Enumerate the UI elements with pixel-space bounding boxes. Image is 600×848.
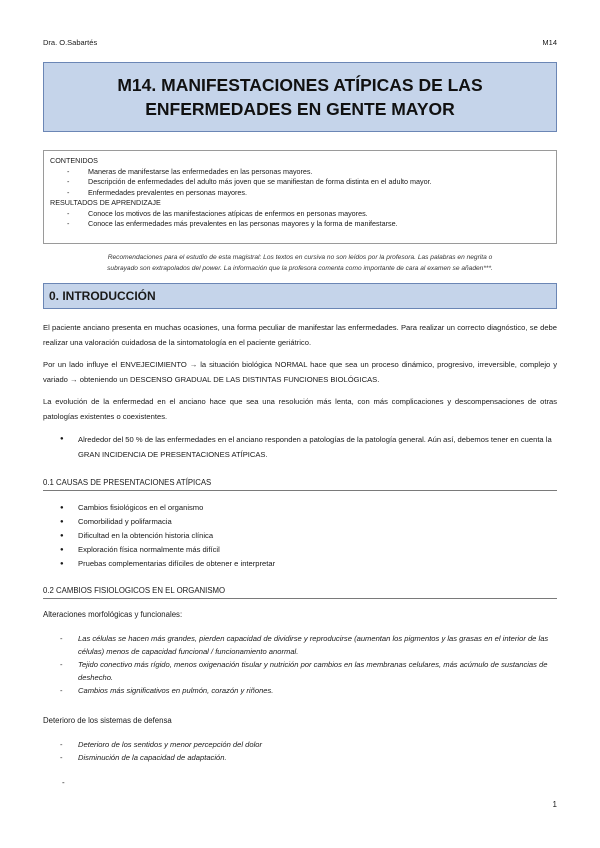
title-line-1: M14. MANIFESTACIONES ATÍPICAS DE LAS — [117, 75, 483, 95]
list-item: - Conoce las enfermedades más prevalentes en las personas mayores y la forma de manifestarse. — [50, 219, 550, 230]
list-item: ● Dificultad en la obtención historia clínica — [60, 529, 557, 543]
list-item: - Conoce los motivos de las manifestaciones atípicas de enfermos en personas mayores. — [50, 209, 550, 220]
trailing-dash: - — [62, 778, 65, 787]
list-item: - Disminución de la capacidad de adaptación. — [60, 751, 557, 764]
recommendations-note — [50, 252, 550, 274]
list-item: - Deterioro de los sentidos y menor percepción del dolor — [60, 738, 557, 751]
results-list — [50, 209, 550, 230]
intro-paragraph-2: Por un lado influye el ENVEJECIMIENTO → la situación biológica NORMAL hace que sea un proceso dinámico, progresivo, irreversible, complejo y variado → obteniendo un DESCENSO GRADUAL DE LAS DISTINTAS FUNCIONES BIOLÓGICAS. — [43, 360, 557, 384]
title-line-2: ENFERMEDADES EN GENTE MAYOR — [145, 99, 455, 119]
list-item: - Las células se hacen más grandes, pierden capacidad de dividirse y reproducirse (aumentan los pigmentos y las grasas en el interior de las células) menos de capacidad funcional / funcionamiento anormal. — [60, 632, 557, 658]
module-code: M14 — [542, 38, 557, 47]
deterioro-list — [60, 738, 557, 764]
list-item: - Descripción de enfermedades del adulto más joven que se manifiestan de forma distinta en el adulto mayor. — [50, 177, 550, 188]
author: Dra. O.Sabartés — [43, 38, 98, 47]
list-item: ● Exploración física normalmente más difícil — [60, 543, 557, 557]
subheading-alteraciones: Alteraciones morfológicas y funcionales: — [43, 610, 183, 619]
intro-paragraph-3: La evolución de la enfermedad en el anciano hace que sea una resolución más lenta, con más complicaciones y descompensaciones de otras patologías existentes o coexistentes. — [43, 397, 557, 421]
section-heading-cambios: 0.2 CAMBIOS FISIOLOGICOS EN EL ORGANISMO — [43, 586, 557, 599]
list-item: ● Cambios fisiológicos en el organismo — [60, 501, 557, 515]
section-heading-causas: 0.1 CAUSAS DE PRESENTACIONES ATÍPICAS — [43, 478, 557, 491]
list-item: ● Alrededor del 50 % de las enfermedades en el anciano responden a patologías de la patología general. Aún así, debemos tener en cuenta la GRAN INCIDENCIA DE PRESENTACIONES ATÍPICAS. — [60, 432, 557, 462]
list-item: - Enfermedades prevalentes en personas mayores. — [50, 188, 550, 199]
section-heading-introduccion: 0. INTRODUCCIÓN — [43, 283, 557, 309]
title-box — [43, 62, 557, 132]
intro-paragraph-1: El paciente anciano presenta en muchas ocasiones, una forma peculiar de manifestar las enfermedades. Para realizar un correcto diagnóstico, se debe realizar una valoración cuidadosa de la sintomatología en el paciente geriátrico. — [43, 323, 557, 347]
list-item: ● Pruebas complementarias difíciles de obtener e interpretar — [60, 557, 557, 571]
recommendations-line-1: Recomendaciones para el estudio de esta magistral: Los textos en cursiva no son leídos por la profesora. Las palabras en negrita o — [107, 254, 493, 261]
subheading-deterioro: Deterioro de los sistemas de defensa — [43, 716, 172, 725]
list-item: - Cambios más significativos en pulmón, corazón y riñones. — [60, 684, 557, 697]
recommendations-line-2: subrayado son extrapolados del power. La información que la profesora comenta como importante de cara al examen se añaden***. — [107, 265, 493, 272]
page-number: 1 — [552, 800, 557, 809]
causes-list — [60, 501, 557, 571]
list-item: ● Comorbilidad y polifarmacia — [60, 515, 557, 529]
contents-heading: CONTENIDOS — [50, 156, 98, 165]
intro-bullet — [60, 432, 557, 462]
page-header — [43, 38, 557, 47]
list-item: - Tejido conectivo más rígido, menos oxigenación tisular y nutrición por cambios en las membranas celulares, más acúmulo de sustancias de deshecho. — [60, 658, 557, 684]
alteraciones-list — [60, 632, 557, 697]
contents-list — [50, 167, 550, 199]
contents-box — [43, 150, 557, 244]
results-heading: RESULTADOS DE APRENDIZAJE — [50, 198, 161, 207]
list-item: - Maneras de manifestarse las enfermedades en las personas mayores. — [50, 167, 550, 178]
